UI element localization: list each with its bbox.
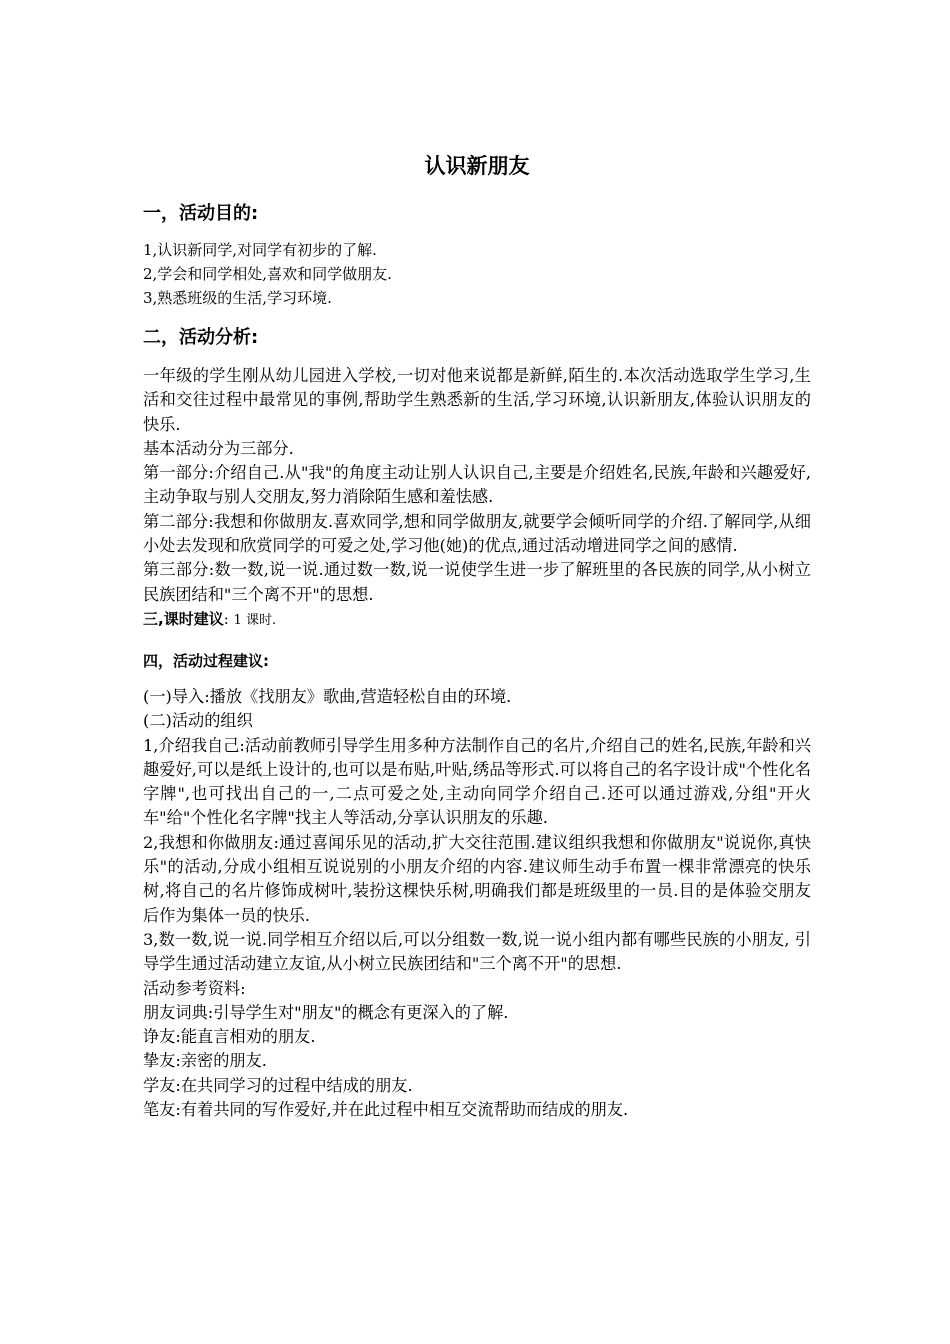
analysis-paragraph: 第二部分:我想和你做朋友.喜欢同学,想和同学做朋友,就要学会倾听同学的介绍.了解同学,从细小处去发现和欣赏同学的可爱之处,学习他(她)的优点,通过活动增进同学之间的感情. — [143, 511, 811, 556]
document-title: 认识新朋友 — [424, 154, 530, 178]
section-heading-objectives: 一，活动目的: — [143, 203, 259, 224]
objective-item: 1,认识新同学,对同学有初步的了解. — [143, 241, 377, 259]
process-paragraph: 笔友:有着共同的写作爱好,并在此过程中相互交流帮助而结成的朋友. — [143, 1100, 629, 1120]
process-paragraph: 3,数一数,说一说.同学相互介绍以后,可以分组数一数,说一说小组内都有哪些民族的小朋友, 引导学生通过活动建立友谊,从小树立民族团结和"三个离不开"的思想. — [143, 929, 811, 974]
class-hours-value: 1 课时. — [233, 612, 277, 628]
section-heading-process: 四，活动过程建议: — [143, 651, 269, 670]
analysis-paragraph: 第一部分:介绍自己.从"我"的角度主动让别人认识自己,主要是介绍姓名,民族,年龄和兴趣爱好,主动争取与别人交朋友,努力消除陌生感和羞怯感. — [143, 463, 811, 507]
class-hours-suggestion — [143, 607, 811, 633]
process-paragraph: 挚友:亲密的朋友. — [143, 1051, 267, 1071]
process-paragraph: (一)导入:播放《找朋友》歌曲,营造轻松自由的环境. — [143, 686, 512, 706]
document-page — [143, 150, 811, 1122]
objective-item: 3,熟悉班级的生活,学习环境. — [143, 289, 332, 307]
section-heading-analysis: 二，活动分析: — [143, 327, 259, 348]
class-hours-label: 三,课时建议 — [143, 609, 224, 628]
process-paragraph: 学友:在共同学习的过程中结成的朋友. — [143, 1075, 413, 1095]
analysis-paragraph: 基本活动分为三部分. — [143, 438, 294, 458]
process-paragraph: 诤友:能直言相劝的朋友. — [143, 1027, 316, 1047]
analysis-paragraph: 一年级的学生刚从幼儿园进入学校,一切对他来说都是新鲜,陌生的.本次活动选取学生学习,生活和交往过程中最常见的事例,帮助学生熟悉新的生活,学习环境,认识新朋友,体验认识朋友的快乐. — [143, 366, 811, 434]
analysis-paragraph: 第三部分:数一数,说一说.通过数一数,说一说使学生进一步了解班里的各民族的同学,从小树立民族团结和"三个离不开"的思想. — [143, 560, 811, 604]
process-paragraph: 朋友词典:引导学生对"朋友"的概念有更深入的了解. — [143, 1002, 509, 1022]
process-paragraph: 活动参考资料: — [143, 978, 246, 998]
process-paragraph: 2,我想和你做朋友:通过喜闻乐见的活动,扩大交往范围.建议组织我想和你做朋友"说说你,真快乐"的活动,分成小组相互说说别的小朋友介绍的内容.建议师生动手布置一棵非常漂亮的快乐树,将自己的名片修饰成树叶,装扮这棵快乐树,明确我们都是班级里的一员.目的是体验交朋友后作为集体一员的快乐. — [143, 832, 811, 925]
objective-item: 2,学会和同学相处,喜欢和同学做朋友. — [143, 265, 392, 283]
process-paragraph: 1,介绍我自己:活动前教师引导学生用多种方法制作自己的名片,介绍自己的姓名,民族,年龄和兴趣爱好,可以是纸上设计的,也可以是布贴,叶贴,绣品等形式.可以将自己的名字设计成"个性化名字牌",也可找出自己的一,二点可爱之处,主动向同学介绍自己.还可以通过游戏,分组"开火车"给"个性化名字牌"找主人等活动,分享认识朋友的乐趣. — [143, 735, 811, 828]
class-hours-separator: : — [223, 609, 229, 628]
process-paragraph: (二)活动的组织 — [143, 711, 253, 731]
